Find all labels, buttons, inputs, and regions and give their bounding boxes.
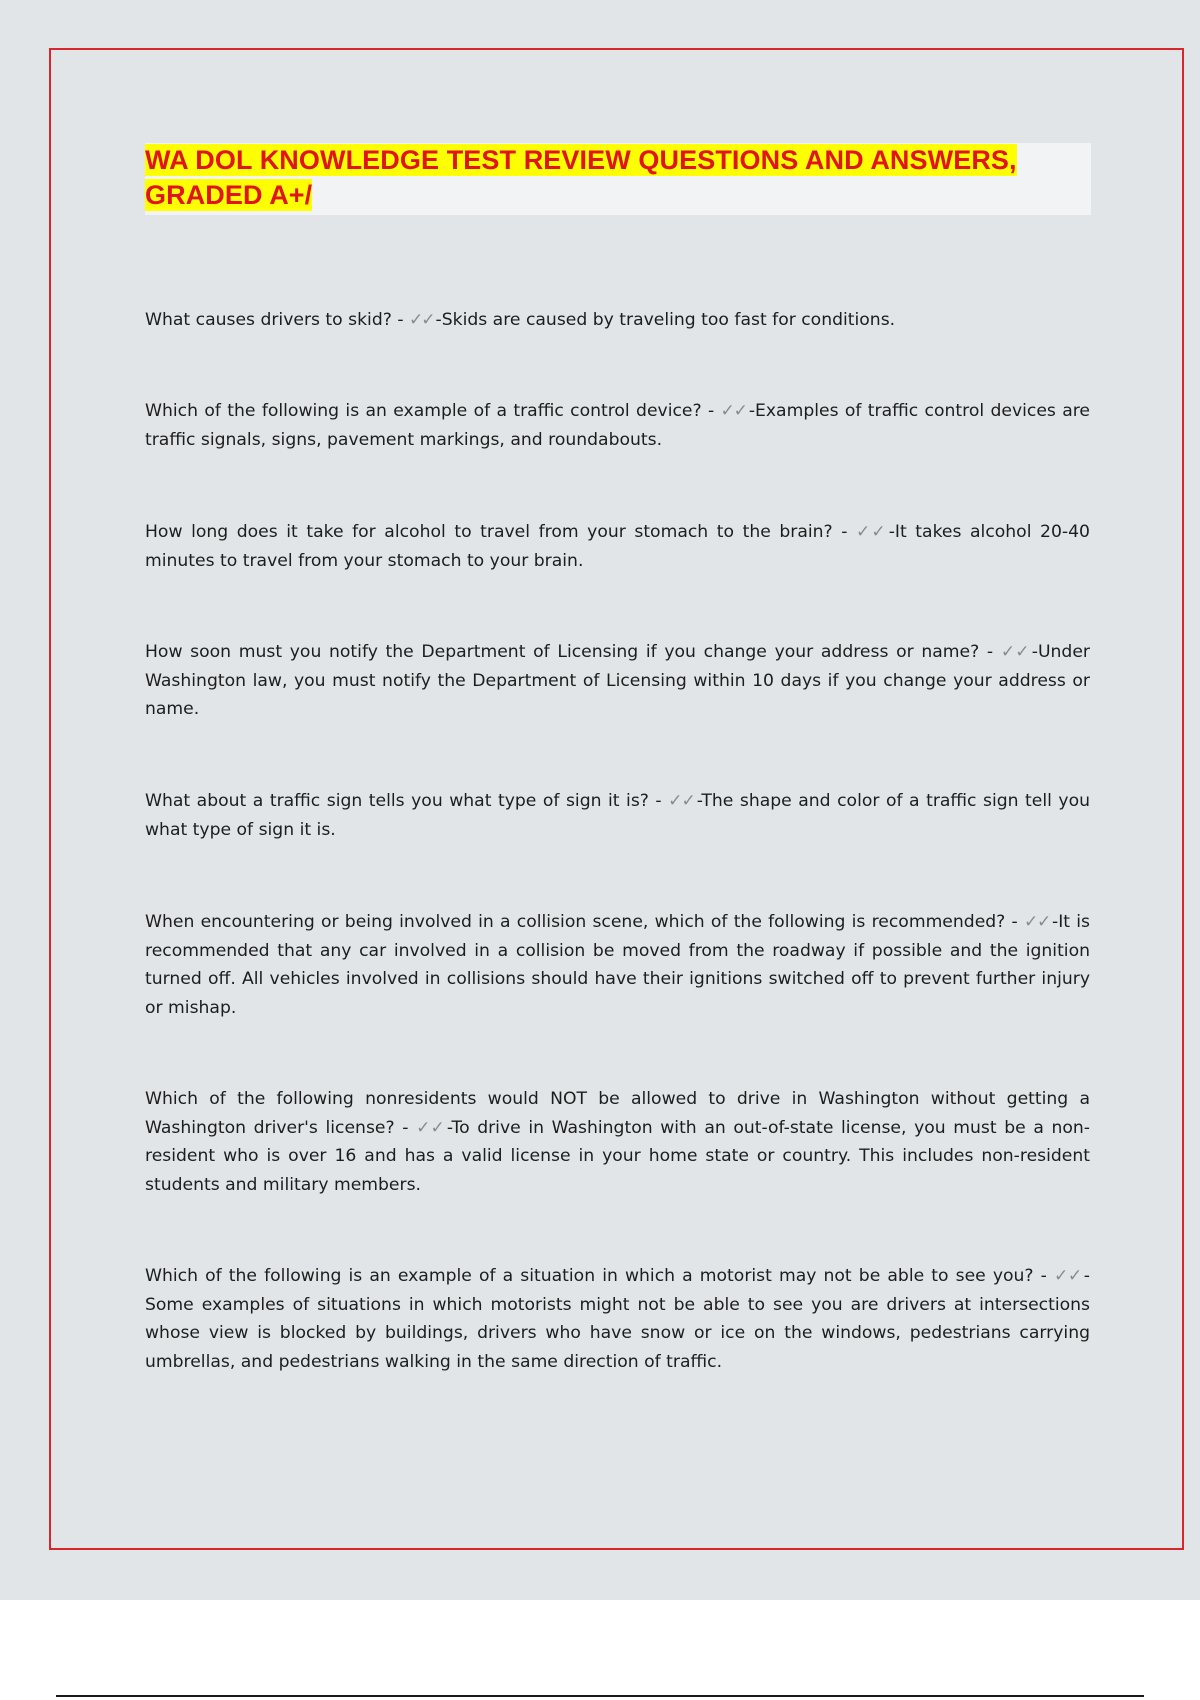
qa-item (145, 518, 1090, 575)
title-line-2: GRADED A+/ (145, 180, 313, 210)
double-check-icon: ✓✓ (1023, 912, 1050, 932)
double-check-icon: ✓✓ (668, 791, 695, 811)
title-line-1: WA DOL KNOWLEDGE TEST REVIEW QUESTIONS AND ANSWERS, (145, 145, 1017, 175)
qa-separator: - (394, 1117, 417, 1138)
qa-separator: - (979, 642, 1001, 662)
double-check-icon: ✓✓ (856, 522, 887, 542)
question-text: What about a traffic sign tells you what type of sign it is? (145, 791, 649, 811)
double-check-icon: ✓✓ (720, 401, 747, 421)
title-text (145, 143, 1091, 213)
qa-item (145, 638, 1090, 724)
qa-separator: - (1005, 912, 1024, 932)
qa-separator: - (701, 401, 721, 421)
qa-item (145, 306, 1090, 335)
qa-separator: - (1033, 1266, 1054, 1286)
double-check-icon: ✓✓ (1000, 642, 1030, 662)
document-title (145, 143, 1091, 215)
qa-item (145, 787, 1090, 844)
qa-item (145, 908, 1090, 1022)
question-text: Which of the following nonresidents would NOT be allowed to drive in Washington without getting a Washington driver's license? (145, 1089, 1090, 1138)
answer-text: -To drive in Washington with an out-of-state license, you must be a non-resident who is over 16 and has a valid license in your home state or country. This includes non-resident students and military members. (145, 1117, 1090, 1195)
answer-text: -Under Washington law, you must notify the Department of Licensing within 10 days if you change your address or name. (145, 642, 1090, 719)
footer-divider (56, 1695, 1144, 1697)
question-text: Which of the following is an example of a situation in which a motorist may not be able to see you? (145, 1266, 1034, 1286)
question-text: When encountering or being involved in a collision scene, which of the following is recommended? (145, 912, 1006, 932)
answer-text: -Skids are caused by traveling too fast for conditions. (435, 310, 896, 330)
answer-text: -It is recommended that any car involved in a collision be moved from the roadway if possible and the ignition turned off. All vehicles involved in collisions should have their ignitions switched off to prevent further injury or mishap. (145, 912, 1090, 1018)
qa-separator: - (648, 791, 669, 811)
answer-text: -Some examples of situations in which motorists might not be able to see you are drivers at intersections whose view is blocked by buildings, drivers who have snow or ice on the windows, pedestrians carrying umbrellas, and pedestrians walking in the same direction of traffic. (145, 1266, 1090, 1372)
double-check-icon: ✓✓ (409, 310, 434, 330)
question-text: Which of the following is an example of a traffic control device? (145, 401, 702, 421)
answer-text: -The shape and color of a traffic sign tell you what type of sign it is. (145, 791, 1091, 840)
answer-text: -It takes alcohol 20-40 minutes to travel from your stomach to your brain. (145, 522, 1090, 571)
qa-separator: - (391, 310, 410, 330)
double-check-icon: ✓✓ (416, 1117, 445, 1138)
question-text: How long does it take for alcohol to travel from your stomach to the brain? (145, 522, 833, 542)
answer-text: -Examples of traffic control devices are traffic signals, signs, pavement markings, and roundabouts. (145, 401, 1091, 450)
qa-separator: - (832, 522, 857, 542)
qa-item (145, 1262, 1090, 1376)
qa-item (145, 1085, 1090, 1199)
qa-item (145, 397, 1090, 454)
double-check-icon: ✓✓ (1054, 1266, 1082, 1286)
question-text: How soon must you notify the Department of Licensing if you change your address or name? (145, 642, 980, 662)
question-text: What causes drivers to skid? (145, 310, 392, 330)
